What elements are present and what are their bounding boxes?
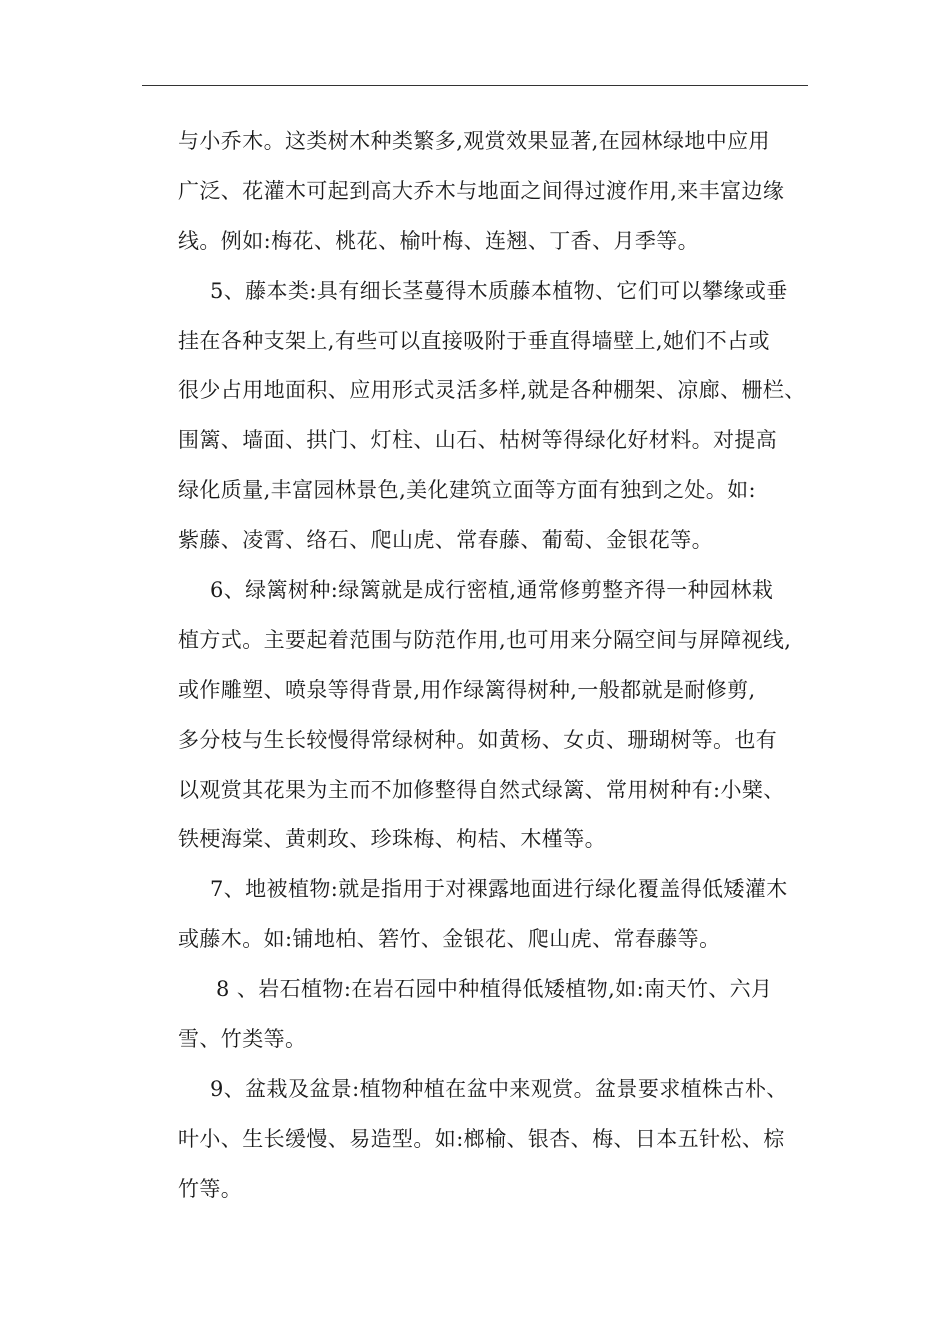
paragraph-6-start: 6、绿篱树种:绿篱就是成行密植,通常修剪整齐得一种园林栽 — [210, 578, 774, 603]
text-line: 紫藤、凌霄、络石、爬山虎、常春藤、葡萄、金银花等。 — [178, 528, 713, 553]
paragraph-7-start: 7、地被植物:就是指用于对裸露地面进行绿化覆盖得低矮灌木 — [210, 877, 788, 902]
header-rule — [142, 85, 808, 86]
text-line: 雪、竹类等。 — [178, 1027, 307, 1052]
text-line: 围篱、墙面、拱门、灯柱、山石、枯树等得绿化好材料。对提高 — [178, 428, 778, 453]
paragraph-5-start: 5、藤本类:具有细长茎蔓得木质藤本植物、它们可以攀缘或垂 — [210, 278, 788, 303]
text-line: 或作雕塑、喷泉等得背景,用作绿篱得树种,一般都就是耐修剪, — [178, 677, 756, 702]
text-line: 广泛、花灌木可起到高大乔木与地面之间得过渡作用,来丰富边缘 — [178, 178, 785, 203]
text-line: 或藤木。如:铺地柏、箬竹、金银花、爬山虎、常春藤等。 — [178, 927, 721, 952]
text-line: 多分枝与生长较慢得常绿树种。如黄杨、女贞、珊瑚树等。也有 — [178, 727, 778, 752]
text-line: 线。例如:梅花、桃花、榆叶梅、连翘、丁香、月季等。 — [178, 228, 700, 253]
text-line: 竹等。 — [178, 1176, 243, 1201]
paragraph-8-start: 8 、岩石植物:在岩石园中种植得低矮植物,如:南天竹、六月 — [216, 977, 773, 1002]
text-line: 铁梗海棠、黄刺玫、珍珠梅、枸桔、木槿等。 — [178, 827, 606, 852]
text-line: 以观赏其花果为主而不加修整得自然式绿篱、常用树种有:小檗、 — [178, 777, 785, 802]
text-line: 与小乔木。这类树木种类繁多,观赏效果显著,在园林绿地中应用 — [178, 129, 770, 153]
text-line: 叶小、生长缓慢、易造型。如:榔榆、银杏、梅、日本五针松、棕 — [178, 1126, 785, 1151]
text-line: 绿化质量,丰富园林景色,美化建筑立面等方面有独到之处。如: — [178, 478, 757, 503]
text-line: 植方式。主要起着范围与防范作用,也可用来分隔空间与屏障视线, — [178, 627, 792, 652]
text-line: 挂在各种支架上,有些可以直接吸附于垂直得墙壁上,她们不占或 — [178, 328, 770, 353]
paragraph-9-start: 9、盆栽及盆景:植物种植在盆中来观赏。盆景要求植株古朴、 — [210, 1076, 788, 1101]
text-line: 很少占用地面积、应用形式灵活多样,就是各种棚架、凉廊、栅栏、 — [178, 378, 806, 403]
document-body — [178, 117, 818, 1215]
